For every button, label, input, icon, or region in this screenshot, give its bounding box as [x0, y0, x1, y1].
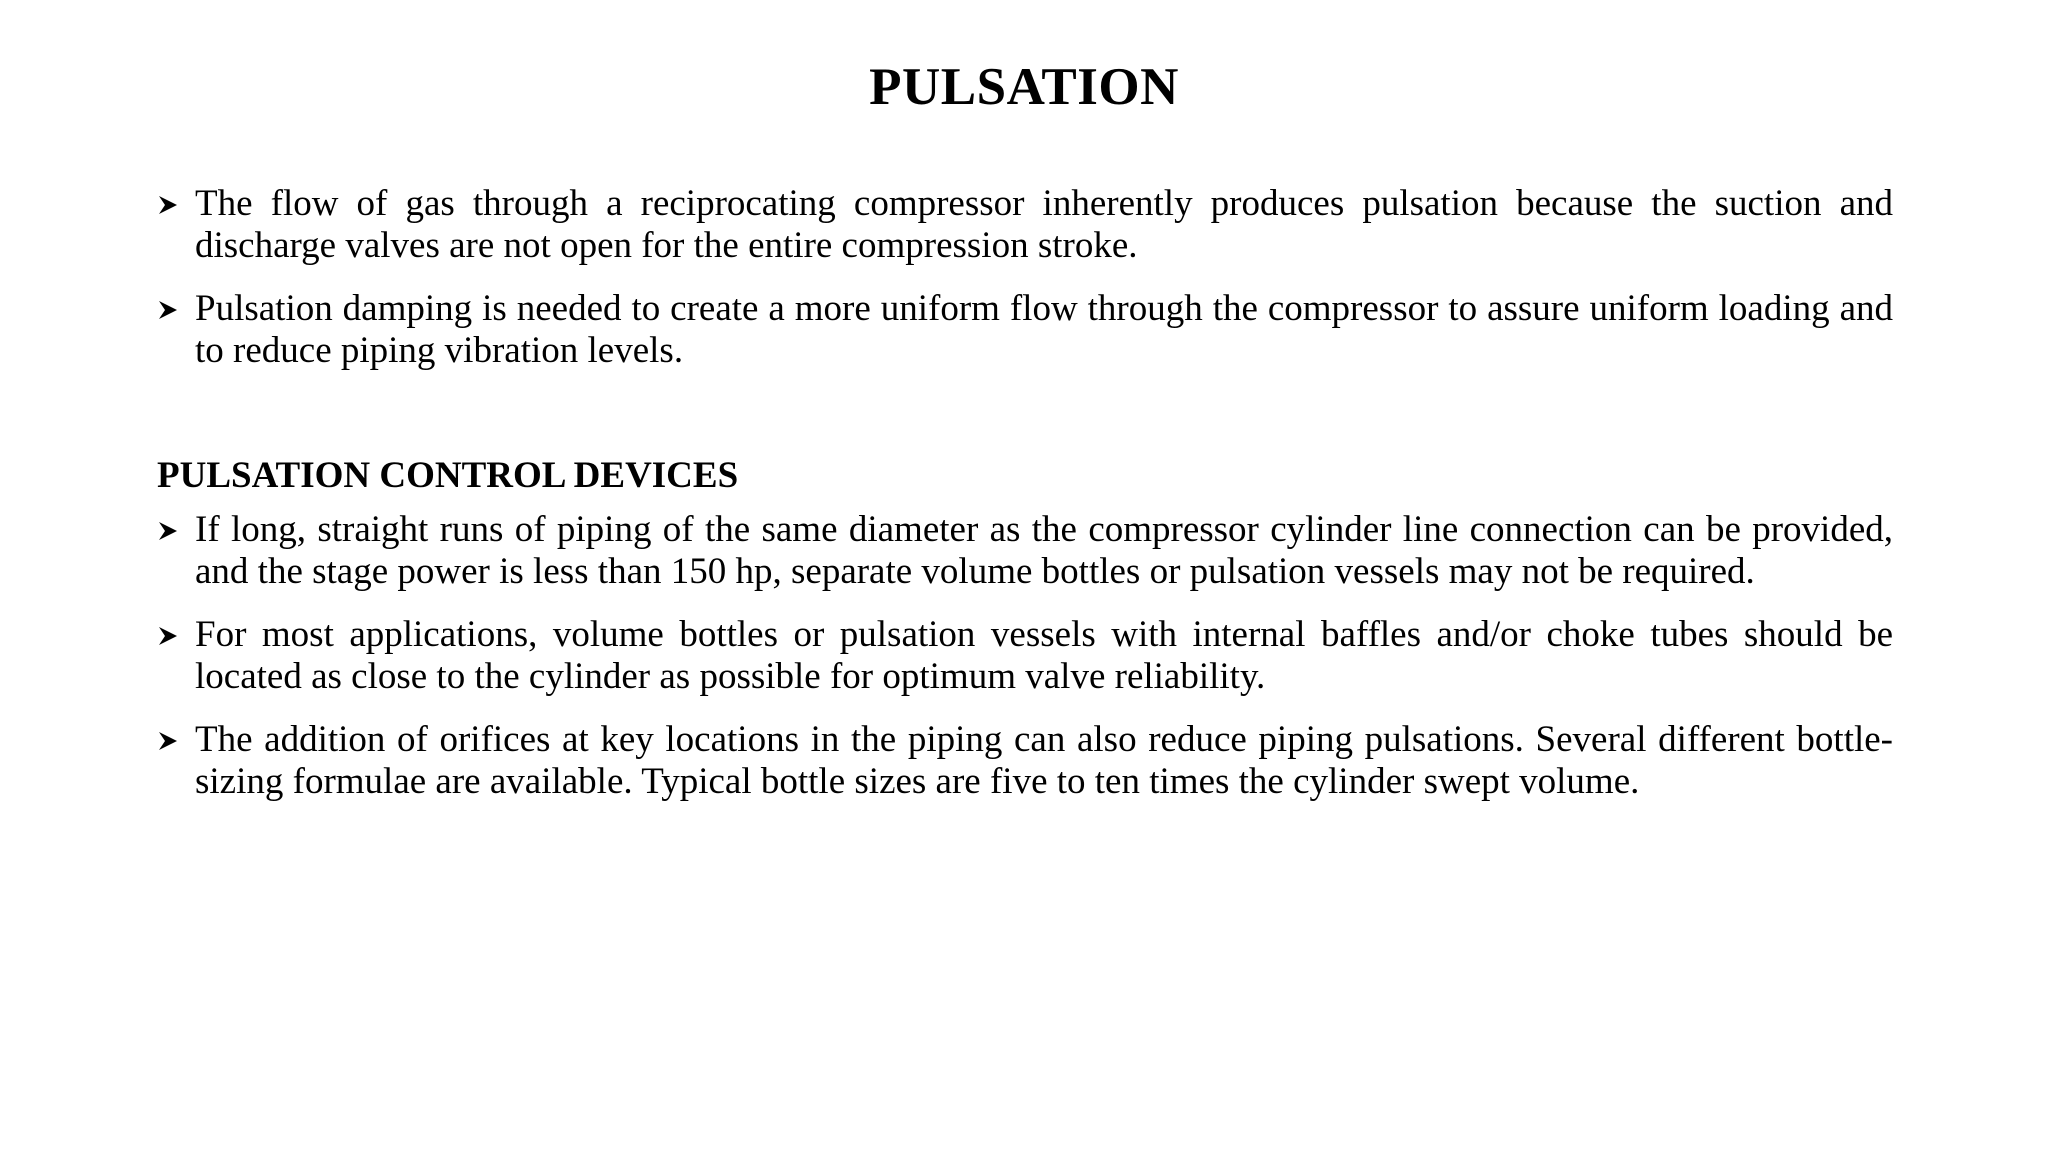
- bullet-text: If long, straight runs of piping of the same diameter as the compressor cylinder line connection can be provided, and the stage power is less than 150 hp, separate volume bottles or pulsation vessels may not be required.: [195, 509, 1893, 592]
- bullet-item: [157, 509, 1893, 593]
- bullet-text: Pulsation damping is needed to create a more uniform flow through the compressor to assure uniform loading and to reduce piping vibration levels.: [195, 288, 1893, 371]
- arrowhead-bullet-icon: [157, 730, 179, 752]
- bullet-item: [157, 288, 1893, 372]
- devices-section: [157, 455, 1893, 824]
- arrowhead-bullet-icon: [157, 520, 179, 542]
- bullet-text: The addition of orifices at key locations in the piping can also reduce piping pulsations. Several different bottle-sizing formulae are available. Typical bottle sizes are five to ten times the cylinder swept volume.: [195, 719, 1893, 802]
- bullet-text: The flow of gas through a reciprocating compressor inherently produces pulsation because the suction and discharge valves are not open for the entire compression stroke.: [195, 183, 1893, 266]
- bullet-item: [157, 183, 1893, 267]
- arrowhead-bullet-icon: [157, 625, 179, 647]
- bullet-text: For most applications, volume bottles or pulsation vessels with internal baffles and/or choke tubes should be located as close to the cylinder as possible for optimum valve reliability.: [195, 614, 1893, 697]
- arrowhead-bullet-icon: [157, 299, 179, 321]
- bullet-item: [157, 719, 1893, 803]
- bullet-item: [157, 614, 1893, 698]
- intro-bullet-list: [157, 183, 1893, 393]
- section-heading: PULSATION CONTROL DEVICES: [157, 455, 739, 496]
- slide-title: PULSATION: [869, 58, 1179, 116]
- arrowhead-bullet-icon: [157, 194, 179, 216]
